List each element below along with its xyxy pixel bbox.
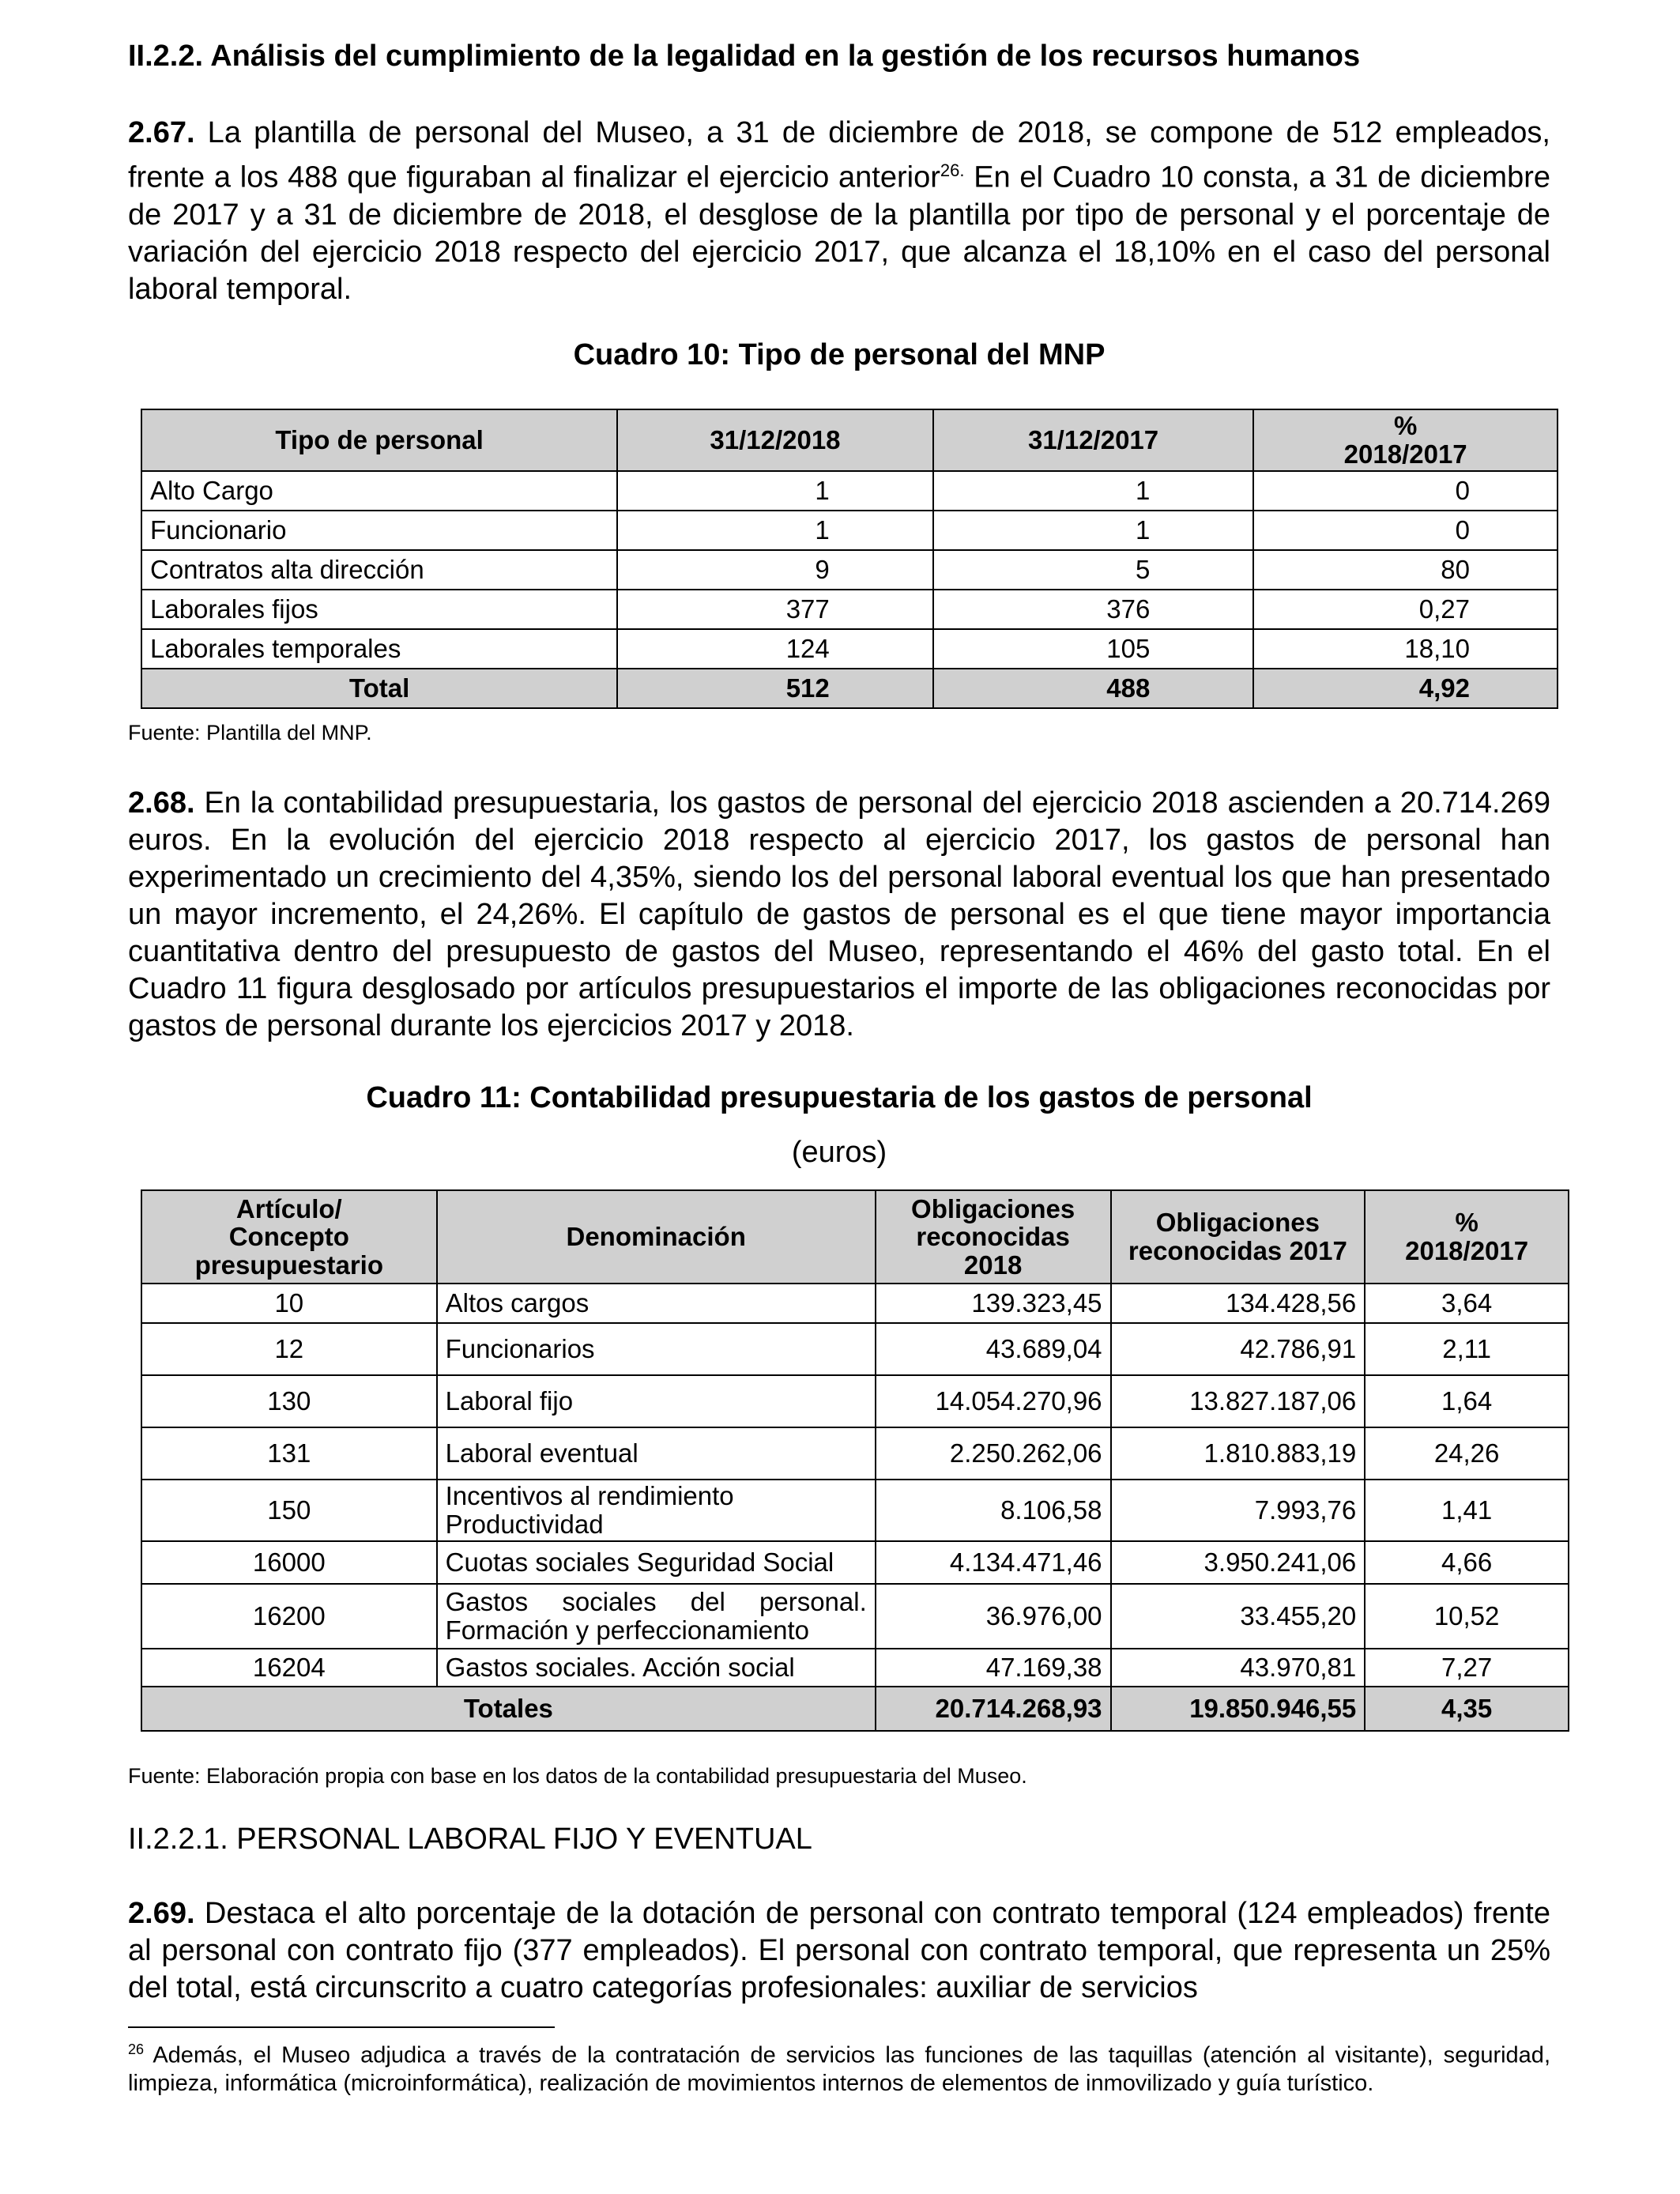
cell-pct: 0 bbox=[1253, 511, 1558, 550]
cell-total-2017: 19.850.946,55 bbox=[1111, 1687, 1365, 1731]
cell-pct: 7,27 bbox=[1365, 1649, 1569, 1687]
cell-obligaciones-2017: 134.428,56 bbox=[1111, 1284, 1365, 1323]
cell-total-2018: 20.714.268,93 bbox=[876, 1687, 1111, 1731]
cell-2017: 1 bbox=[933, 471, 1254, 511]
section-heading: II.2.2. Análisis del cumplimiento de la legalidad en la gestión de los recursos humanos bbox=[128, 40, 1361, 73]
cell-total-label: Totales bbox=[141, 1687, 876, 1731]
cell-pct: 0 bbox=[1253, 471, 1558, 511]
table-total-row bbox=[141, 1687, 1569, 1731]
header-tipo: Tipo de personal bbox=[141, 409, 617, 471]
table-source-note: Fuente: Plantilla del MNP. bbox=[128, 721, 372, 745]
cell-denominacion: Gastos sociales. Acción social bbox=[437, 1649, 876, 1687]
cell-denominacion: Funcionarios bbox=[437, 1323, 876, 1375]
table-source-note: Fuente: Elaboración propia con base en los datos de la contabilidad presupuestaria del Museo. bbox=[128, 1764, 1027, 1788]
paragraph-text: En el Cuadro 10 consta, a 31 de diciembre de 2017 y a 31 de diciembre de 2018, el desglose de la plantilla por tipo de personal y el porcentaje de variación del ejercicio 2018 respecto del ejercicio 2017, que alcanza el 18,10% en el caso del personal laboral temporal. bbox=[128, 160, 1550, 306]
header-obligaciones-2018: Obligaciones reconocidas 2018 bbox=[876, 1190, 1111, 1284]
cell-articulo: 130 bbox=[141, 1375, 437, 1427]
table-row bbox=[141, 590, 1558, 629]
table-row bbox=[141, 550, 1558, 590]
cell-articulo: 150 bbox=[141, 1480, 437, 1541]
cell-pct: 2,11 bbox=[1365, 1323, 1569, 1375]
footnote-number: 26 bbox=[128, 2041, 145, 2057]
paragraph-text: Destaca el alto porcentaje de la dotación de personal con contrato temporal (124 empleados) frente al personal con contrato fijo (377 empleados). El personal con contrato temporal, que representa un 25% del total, está circunscrito a cuatro categorías profesionales: auxiliar de servicios bbox=[128, 1897, 1550, 2004]
paragraph-2-67 bbox=[128, 115, 1550, 308]
paragraph-2-69 bbox=[128, 1895, 1550, 2007]
cell-pct: 1,64 bbox=[1365, 1375, 1569, 1427]
cell-total-2018: 512 bbox=[617, 669, 933, 708]
paragraph-text: La plantilla de personal del Museo, a 31 de diciembre de 2018, se compone de 512 empleados, frente a los 488 que figuraban al finalizar el ejercicio anterior bbox=[128, 116, 1550, 194]
cell-tipo: Funcionario bbox=[141, 511, 617, 550]
cell-obligaciones-2018: 4.134.471,46 bbox=[876, 1541, 1111, 1584]
cell-articulo: 131 bbox=[141, 1427, 437, 1480]
cell-total-2017: 488 bbox=[933, 669, 1254, 708]
cell-obligaciones-2017: 33.455,20 bbox=[1111, 1584, 1365, 1649]
cell-total-pct: 4,35 bbox=[1365, 1687, 1569, 1731]
cell-pct: 1,41 bbox=[1365, 1480, 1569, 1541]
cell-pct: 4,66 bbox=[1365, 1541, 1569, 1584]
cell-articulo: 16000 bbox=[141, 1541, 437, 1584]
paragraph-text: En la contabilidad presupuestaria, los gastos de personal del ejercicio 2018 ascienden a 20.714.269 euros. En la evolución del ejercicio 2018 respecto al ejercicio 2017, los gastos de personal han experimentado un crecimiento del 4,35%, siendo los del personal laboral eventual los que han presentado un mayor incremento, el 24,26%. El capítulo de gastos de personal es el que tiene mayor importancia cuantitativa dentro del presupuesto de gastos del Museo, representando el 46% del gasto total. En el Cuadro 11 figura desglosado por artículos presupuestarios el importe de las obligaciones reconocidas por gastos de personal durante los ejercicios 2017 y 2018. bbox=[128, 786, 1550, 1042]
cell-obligaciones-2017: 7.993,76 bbox=[1111, 1480, 1365, 1541]
cell-articulo: 16204 bbox=[141, 1649, 437, 1687]
cell-obligaciones-2018: 139.323,45 bbox=[876, 1284, 1111, 1323]
cell-denominacion: Cuotas sociales Seguridad Social bbox=[437, 1541, 876, 1584]
cell-2017: 376 bbox=[933, 590, 1254, 629]
cell-pct: 24,26 bbox=[1365, 1427, 1569, 1480]
header-obligaciones-2017: Obligaciones reconocidas 2017 bbox=[1111, 1190, 1365, 1284]
cell-obligaciones-2017: 3.950.241,06 bbox=[1111, 1541, 1365, 1584]
cell-denominacion: Altos cargos bbox=[437, 1284, 876, 1323]
cell-obligaciones-2017: 1.810.883,19 bbox=[1111, 1427, 1365, 1480]
table-row bbox=[141, 1427, 1569, 1480]
cell-tipo: Laborales temporales bbox=[141, 629, 617, 669]
subsection-heading: II.2.2.1. PERSONAL LABORAL FIJO Y EVENTUAL bbox=[128, 1823, 812, 1856]
cuadro-10-table bbox=[141, 409, 1558, 709]
header-pct: % 2018/2017 bbox=[1253, 409, 1558, 471]
cell-denominacion: Laboral eventual bbox=[437, 1427, 876, 1480]
table-row bbox=[141, 471, 1558, 511]
cell-articulo: 12 bbox=[141, 1323, 437, 1375]
table-total-row bbox=[141, 669, 1558, 708]
footnote-26 bbox=[128, 2036, 1550, 2098]
header-articulo: Artículo/ Concepto presupuestario bbox=[141, 1190, 437, 1284]
table-row bbox=[141, 511, 1558, 550]
cell-obligaciones-2018: 36.976,00 bbox=[876, 1584, 1111, 1649]
cell-tipo: Laborales fijos bbox=[141, 590, 617, 629]
table-row bbox=[141, 629, 1558, 669]
cell-pct: 0,27 bbox=[1253, 590, 1558, 629]
table-units: (euros) bbox=[791, 1136, 887, 1169]
table-header-row bbox=[141, 409, 1558, 471]
paragraph-number: 2.67. bbox=[128, 116, 195, 149]
cell-total-label: Total bbox=[141, 669, 617, 708]
table-header-row bbox=[141, 1190, 1569, 1284]
table-row bbox=[141, 1541, 1569, 1584]
header-2017: 31/12/2017 bbox=[933, 409, 1254, 471]
table-row bbox=[141, 1480, 1569, 1541]
cell-2018: 9 bbox=[617, 550, 933, 590]
cell-articulo: 10 bbox=[141, 1284, 437, 1323]
paragraph-2-68 bbox=[128, 785, 1550, 1045]
cell-obligaciones-2018: 47.169,38 bbox=[876, 1649, 1111, 1687]
paragraph-number: 2.69. bbox=[128, 1897, 195, 1930]
cell-pct: 10,52 bbox=[1365, 1584, 1569, 1649]
cell-2017: 105 bbox=[933, 629, 1254, 669]
cell-denominacion: Laboral fijo bbox=[437, 1375, 876, 1427]
header-denominacion: Denominación bbox=[437, 1190, 876, 1284]
cell-obligaciones-2018: 8.106,58 bbox=[876, 1480, 1111, 1541]
cell-tipo: Contratos alta dirección bbox=[141, 550, 617, 590]
cell-obligaciones-2018: 2.250.262,06 bbox=[876, 1427, 1111, 1480]
cell-pct: 18,10 bbox=[1253, 629, 1558, 669]
cell-2018: 1 bbox=[617, 511, 933, 550]
paragraph-number: 2.68. bbox=[128, 786, 195, 820]
cell-denominacion: Incentivos al rendimiento Productividad bbox=[437, 1480, 876, 1541]
footnote-text: Además, el Museo adjudica a través de la contratación de servicios las funciones de las taquillas (atención al visitante), seguridad, limpieza, informática (microinformática), realización de movimientos internos de elementos de inmovilizado y guía turístico. bbox=[128, 2042, 1550, 2096]
cell-obligaciones-2018: 43.689,04 bbox=[876, 1323, 1111, 1375]
table-row bbox=[141, 1649, 1569, 1687]
cell-obligaciones-2017: 42.786,91 bbox=[1111, 1323, 1365, 1375]
cell-total-pct: 4,92 bbox=[1253, 669, 1558, 708]
header-pct: % 2018/2017 bbox=[1365, 1190, 1569, 1284]
header-2018: 31/12/2018 bbox=[617, 409, 933, 471]
footnote-reference[interactable]: 26. bbox=[940, 160, 965, 180]
cell-pct: 80 bbox=[1253, 550, 1558, 590]
cell-obligaciones-2017: 43.970,81 bbox=[1111, 1649, 1365, 1687]
cell-obligaciones-2017: 13.827.187,06 bbox=[1111, 1375, 1365, 1427]
cell-articulo: 16200 bbox=[141, 1584, 437, 1649]
cuadro-11-table bbox=[141, 1189, 1569, 1732]
cell-obligaciones-2018: 14.054.270,96 bbox=[876, 1375, 1111, 1427]
cell-2018: 377 bbox=[617, 590, 933, 629]
table-row bbox=[141, 1584, 1569, 1649]
table-caption: Cuadro 10: Tipo de personal del MNP bbox=[573, 338, 1106, 371]
cell-2017: 1 bbox=[933, 511, 1254, 550]
cell-2018: 124 bbox=[617, 629, 933, 669]
cell-denominacion: Gastos sociales del personal. Formación y perfeccionamiento bbox=[437, 1584, 876, 1649]
table-row bbox=[141, 1284, 1569, 1323]
table-row bbox=[141, 1375, 1569, 1427]
footnote-separator bbox=[128, 2026, 555, 2028]
cell-2017: 5 bbox=[933, 550, 1254, 590]
table-row bbox=[141, 1323, 1569, 1375]
cell-2018: 1 bbox=[617, 471, 933, 511]
cell-pct: 3,64 bbox=[1365, 1284, 1569, 1323]
cell-tipo: Alto Cargo bbox=[141, 471, 617, 511]
table-caption: Cuadro 11: Contabilidad presupuestaria de los gastos de personal bbox=[366, 1081, 1313, 1114]
